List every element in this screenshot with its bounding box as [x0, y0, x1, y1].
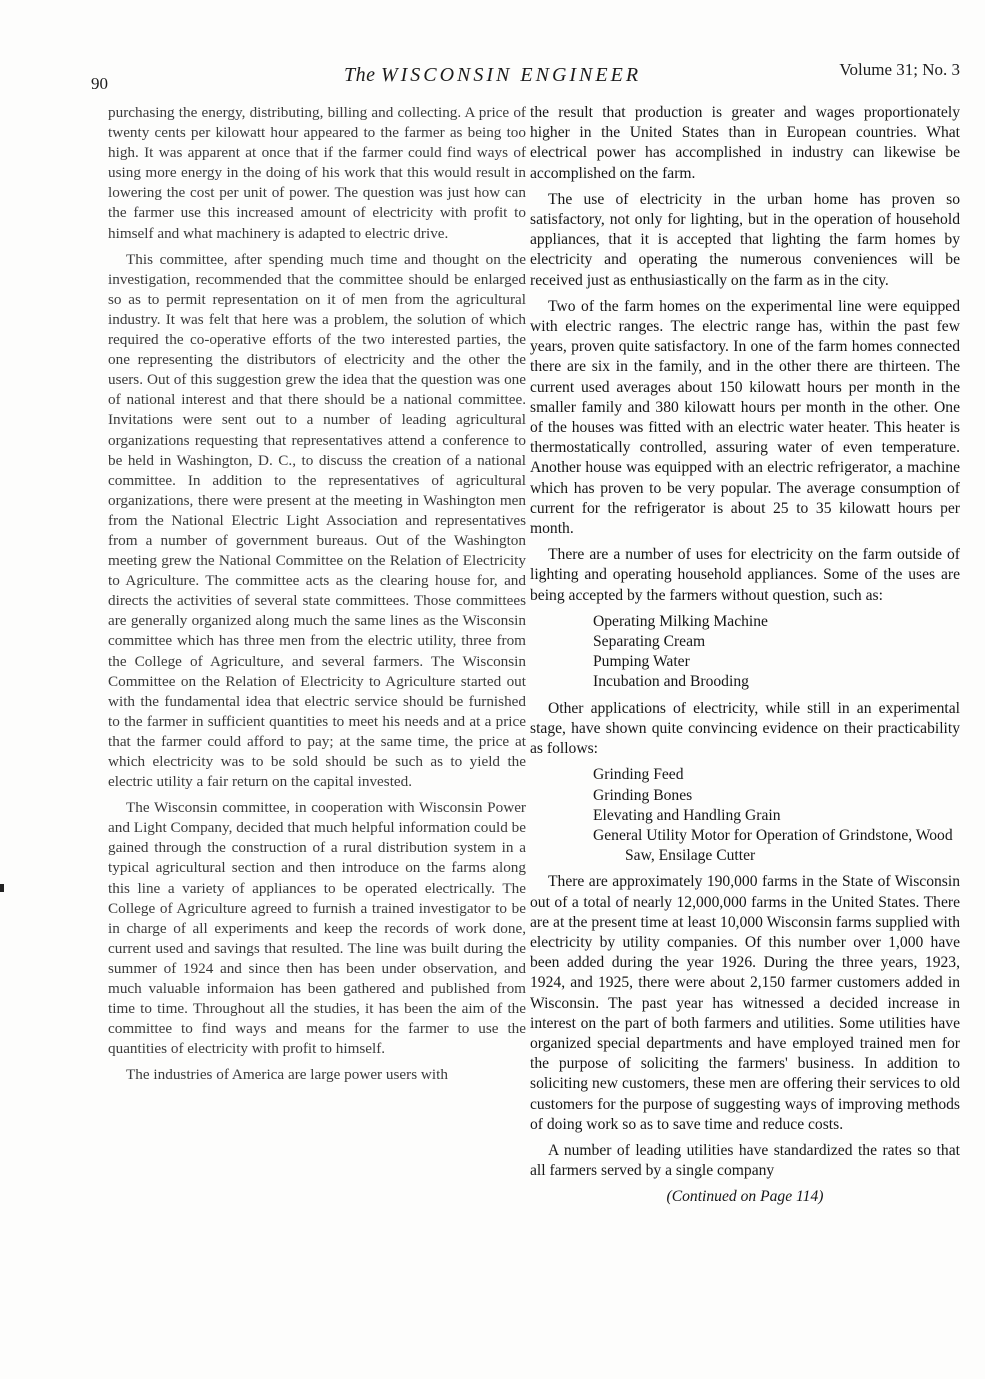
paragraph-industries: The industries of America are large power users with: [126, 1066, 448, 1084]
paragraph-farm-uses: There are a number of uses for electricity on the farm outside of lighting and operating household appliances. Some of the uses are being accepted by the farmers without question, such as:: [530, 546, 960, 604]
issue-label: Volume 31; No. 3: [839, 60, 960, 79]
paragraph-standardized-rates: A number of leading utilities have standardized the rates so that all farmers served by a single company: [530, 1141, 960, 1180]
paragraph-production: the result that production is greater and wages proportionately higher in the United States than in European countries. What electrical power has accomplished in industry can likewise be accomplished on the farm.: [530, 104, 960, 182]
margin-tick-mark: [0, 884, 4, 892]
running-title-prefix: The: [343, 64, 376, 86]
paragraph-experimental-applications: Other applications of electricity, while still in an experimental stage, have shown quite convincing evidence on their practicability as follows:: [530, 699, 960, 758]
list-item: Grinding Bones: [593, 786, 693, 804]
continued-note: (Continued on Page 114): [666, 1188, 824, 1206]
paragraph-committee: This committee, after spending much time and thought on the investigation, recommended that the committee should be enlarged so as to permit representation on it of men from the agricultural industry. It was felt that here was a problem, the solution of which required the co-operative efforts of the two interested parties, the one representing the distributors of electricity and the other the users. Out of this suggestion grew the idea that the question was one of national interest and that there should be a national committee. Invitations were sent out to a number of leading agricultural organizations requesting that representatives attend a conference to be held in Washington, D. C., to discuss the creation of a national committee. In addition to the representatives of agricultural organizations, there were present at the meeting in Washington men from the National Electric Light Association and representatives from a number of government bureaus. Out of the Washington meeting grew the National Committee on the Relation of Electricity to Agriculture. The committee acts as the clearing house for, and directs the activities of several state committees. Those committees are generally organized along much the same lines as the Wisconsin committee which has three men from the electric utility, three from the College of Agriculture, and several farmers. The Wisconsin Committee on the Relation of Electricity to Agriculture started out with the fundamental idea that electric service should be furnished to the farmer in sufficient quantities to meet his needs and at a price that the farmer could afford to pay; at the same time, the price at which electricity was to be sold should be such as to yield the electric utility a fair return on the capital invested.: [108, 250, 526, 791]
list-item: Elevating and Handling Grain: [593, 806, 781, 824]
page-number: 90: [91, 74, 108, 93]
paragraph-electric-ranges: Two of the farm homes on the experimental line were equipped with electric ranges. The electric range has, within the past few years, proven quite satisfactory. In one of the farm homes connected there are six in the family, and in the other there are thirteen. The current used averages about 150 kilowatt hours per month in the smaller family and 380 kilowatt hours per month in the other. One of the houses was fitted with an electric water heater. This heater is thermostatically controlled, assuring water of even temperature. Another house was equipped with an electric refrigerator, a machine which has proven to be very popular. The average consumption of current for the refrigerator is about 25 to 35 kilowatt hours per month.: [530, 297, 960, 538]
paragraph-continued-from-previous: purchasing the energy, distributing, billing and collecting. A price of twenty cents per kilowatt hour appeared to the farmer as being too high. It was apparent at once that if the farmer could find ways of using more energy in the doing of his work that this would result in lowering the cost per unit of power. The question was just how can the farmer use this increased amount of electricity with profit to himself and what machinery is adapted to electric drive.: [108, 104, 526, 242]
paragraph-urban-home: The use of electricity in the urban home has proven so satisfactory, not only for lighting, but in the operation of household appliances, that it is accepted that lighting the farm homes by electricity and operating the numerous conveniences will be received just as enthusiastically on the farm as in the city.: [530, 190, 960, 289]
list-item: Pumping Water: [593, 653, 690, 671]
list-item: Grinding Feed: [593, 766, 684, 784]
right-column: [530, 103, 960, 1208]
accepted-uses-list: [593, 612, 960, 693]
experimental-uses-list: [593, 765, 960, 866]
running-title-main: WISCONSIN ENGINEER: [380, 64, 642, 86]
list-item: Operating Milking Machine: [593, 612, 768, 630]
list-item: Incubation and Brooding: [593, 673, 749, 691]
paragraph-wisconsin-committee: The Wisconsin committee, in cooperation with Wisconsin Power and Light Company, decided that much helpful information could be gained through the construction of a rural distribution system in a typical agricultural section and then introduce on the farms along this line a variety of appliances to be operated electrically. The College of Agriculture agreed to furnish a trained investigator to be in charge of all experiments and keep the records of work done, current used and savings that resulted. The line was built during the summer of 1924 and since then has been under observation, and much valuable informaion has been gathered and published from time to time. Throughout all the studies, it has been the aim of the committee to find ways and means for the farmer to use the quantities of electricity with profit to himself.: [108, 799, 526, 1058]
list-item: General Utility Motor for Operation of Grindstone, Wood Saw, Ensilage Cutter: [593, 826, 953, 865]
list-item: Separating Cream: [593, 633, 706, 651]
running-title: [0, 64, 985, 87]
left-column: [108, 103, 526, 1092]
paragraph-farm-statistics: There are approximately 190,000 farms in the State of Wisconsin out of a total of nearly 12,000,000 farms in the United States. There are at the present time at least 10,000 Wisconsin farms supplied with electricity by utility companies. Of this number over 1,000 have been added during the year 1926. During the three years, 1923, 1924, and 1925, there were about 2,150 farmer customers added in Wisconsin. The past year has witnessed a decided increase in interest on the part of both farmers and utilities. Some utilities have organized special departments and have employed trained men for the purpose of soliciting the farmers' business. In addition to soliciting new customers, these men are offering their services to old customers for the purpose of suggesting ways of improving methods of doing work so as to save time and reduce costs.: [530, 873, 960, 1133]
